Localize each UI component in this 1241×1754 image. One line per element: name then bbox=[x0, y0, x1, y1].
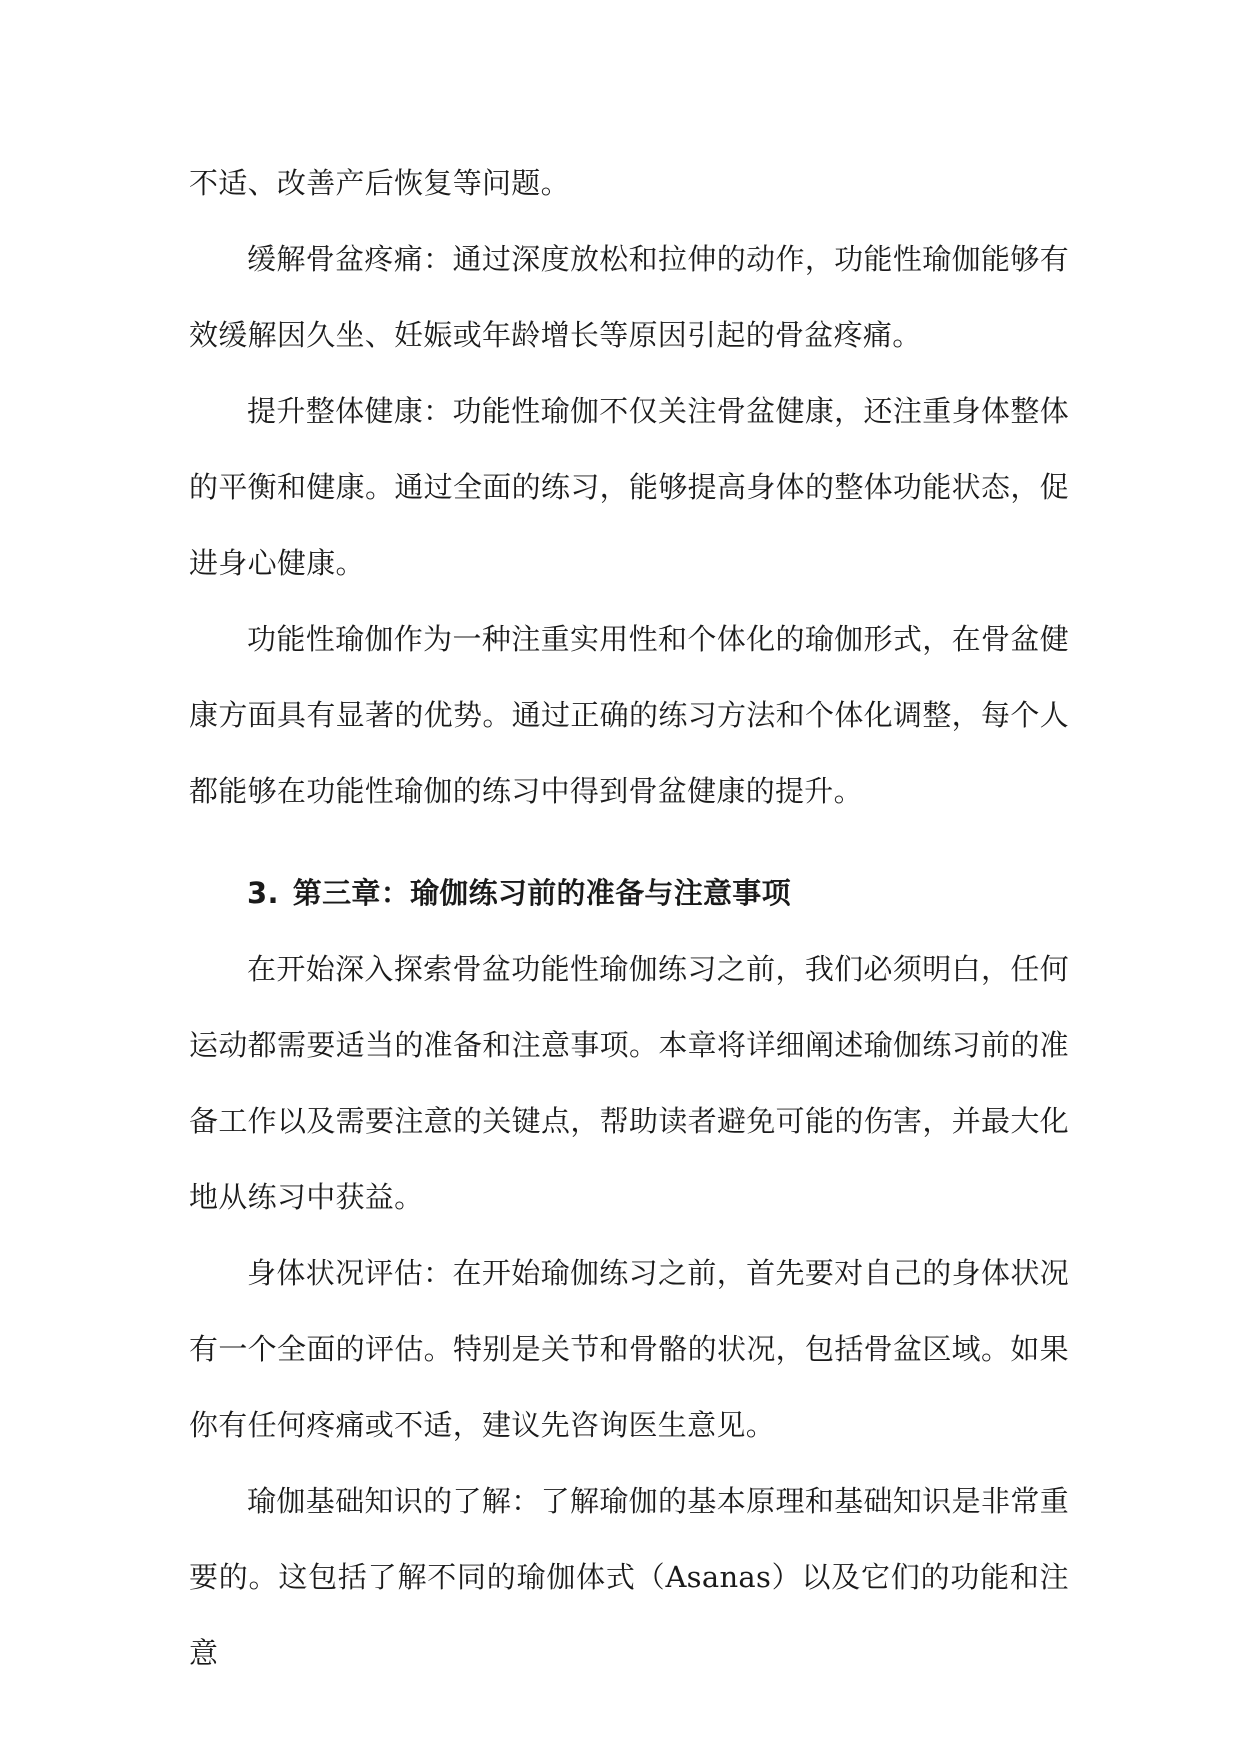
paragraph-summary: 功能性瑜伽作为一种注重实用性和个体化的瑜伽形式，在骨盆健康方面具有显著的优势。通过正确的练习方法和个体化调整，每个人都能够在功能性瑜伽的练习中得到骨盆健康的提升。 bbox=[189, 622, 1069, 808]
chapter-heading bbox=[189, 855, 1069, 931]
paragraph-pelvic-pain-relief: 缓解骨盆疼痛：通过深度放松和拉伸的动作，功能性瑜伽能够有效缓解因久坐、妊娠或年龄增长等原因引起的骨盆疼痛。 bbox=[189, 242, 1069, 352]
paragraph-chapter-intro: 在开始深入探索骨盆功能性瑜伽练习之前，我们必须明白，任何运动都需要适当的准备和注意事项。本章将详细阐述瑜伽练习前的准备工作以及需要注意的关键点，帮助读者避免可能的伤害，并最大化地从练习中获益。 bbox=[189, 952, 1069, 1214]
chapter-title: 第三章：瑜伽练习前的准备与注意事项 bbox=[292, 876, 791, 910]
chapter-number: 3. bbox=[247, 876, 279, 910]
page-content bbox=[189, 145, 1069, 1691]
paragraph-overall-health: 提升整体健康：功能性瑜伽不仅关注骨盆健康，还注重身体整体的平衡和健康。通过全面的练习，能够提高身体的整体功能状态，促进身心健康。 bbox=[189, 394, 1069, 580]
paragraph-continuation: 不适、改善产后恢复等问题。 bbox=[189, 166, 570, 200]
paragraph-yoga-basics: 瑜伽基础知识的了解：了解瑜伽的基本原理和基础知识是非常重要的。这包括了解不同的瑜伽体式（Asanas）以及它们的功能和注意 bbox=[189, 1484, 1069, 1670]
paragraph-body-assessment: 身体状况评估：在开始瑜伽练习之前，首先要对自己的身体状况有一个全面的评估。特别是关节和骨骼的状况，包括骨盆区域。如果你有任何疼痛或不适，建议先咨询医生意见。 bbox=[189, 1256, 1069, 1442]
